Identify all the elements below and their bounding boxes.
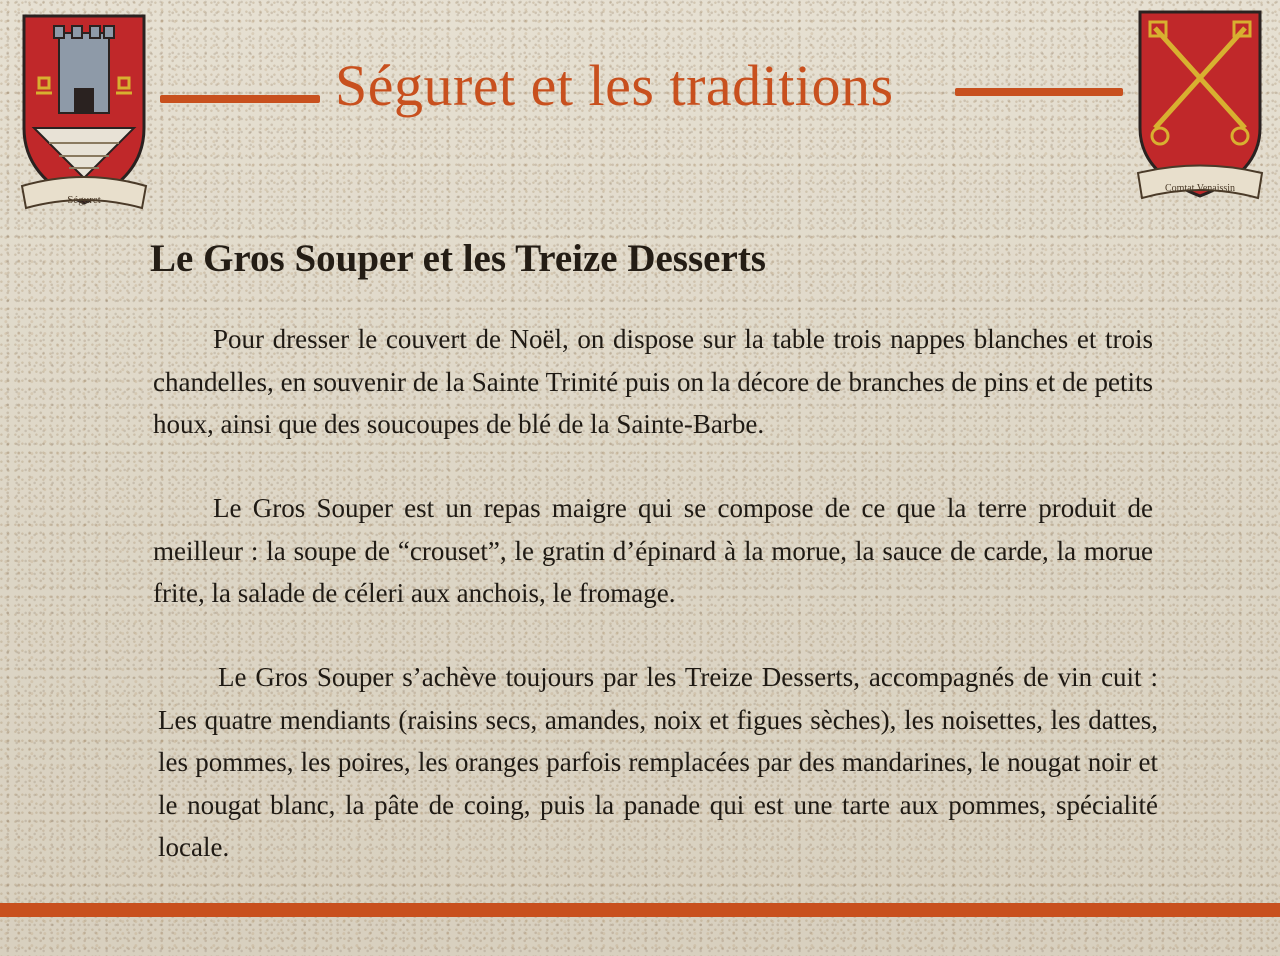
seguret-crest-icon [14, 8, 154, 218]
comtat-venaissin-crest-icon [1130, 8, 1270, 208]
title-rule-right [955, 88, 1123, 96]
paragraph-couvert: Pour dresser le couvert de Noël, on dispose sur la table trois nappes blanches et trois chandelles, en souvenir de la Sainte Trinité puis on la décore de branches de pins et de petits houx, ainsi que des soucoupes de blé de la Sainte-Barbe. [153, 324, 1153, 439]
paragraph-treize-desserts: Le Gros Souper s’achève toujours par les Treize Desserts, accompagnés de vin cuit : Les quatre mendiants (raisins secs, amandes, noix et figues sèches), les noisettes, les dattes, les pommes, les poires, les oranges parfois remplacées par des mandarines, le nougat noir et le nougat blanc, la pâte de coing, puis la panade qui est une tarte aux pommes, spécialité locale. [158, 662, 1158, 862]
sign-title: Séguret et les traditions [335, 53, 894, 118]
crest-right-banner-text: Comtat Venaissin [1164, 183, 1236, 194]
section-heading: Le Gros Souper et les Treize Desserts [150, 237, 766, 280]
crest-left-banner-text: Séguret [67, 194, 101, 206]
paragraph-gros-souper: Le Gros Souper est un repas maigre qui se compose de ce que la terre produit de meilleur : la soupe de “crouset”, le gratin d’épinard à la morue, la sauce de carde, la morue frite, la salade de céleri aux anchois, le fromage. [153, 493, 1153, 608]
title-rule-left [160, 95, 320, 103]
bottom-rule [0, 903, 1280, 917]
